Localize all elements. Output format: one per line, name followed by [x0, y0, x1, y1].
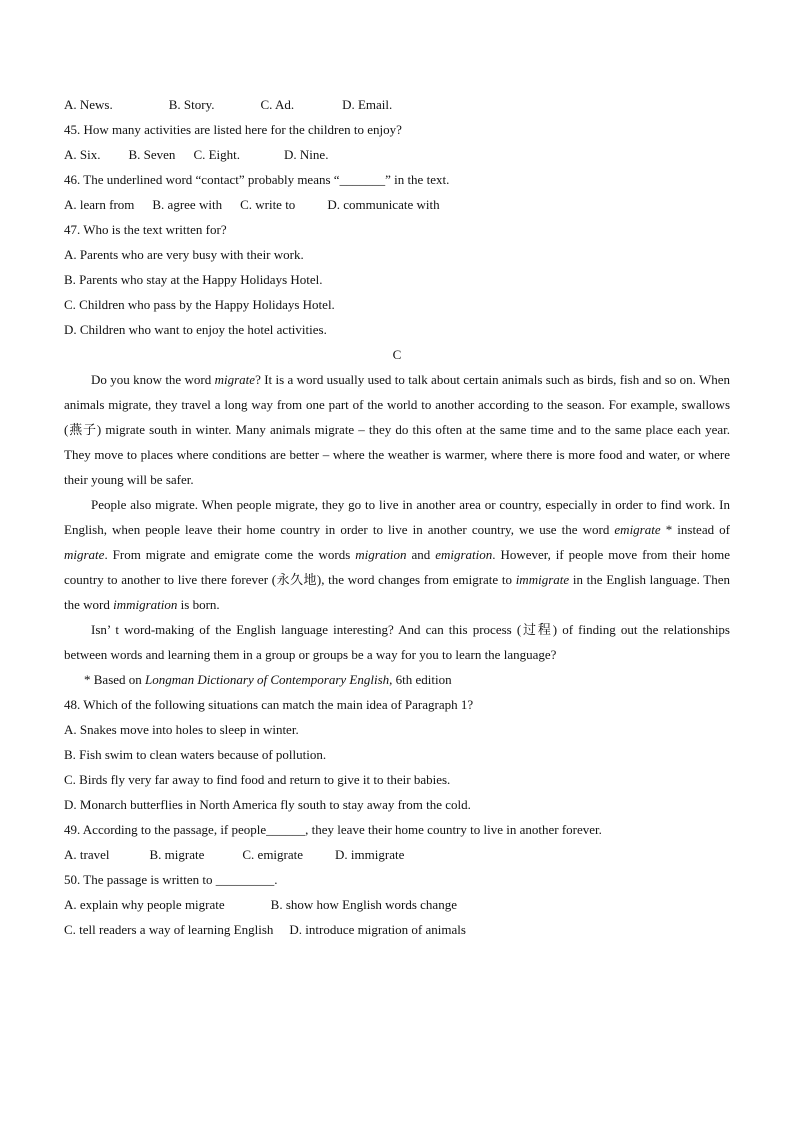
p1-text-a: Do you know the word: [91, 372, 215, 387]
q45-option-d: D. Nine.: [284, 147, 329, 162]
passage-paragraph-1: [64, 367, 730, 492]
section-heading: C: [392, 347, 402, 362]
exam-page: [64, 92, 730, 942]
p2-term-immigrate: immigrate: [515, 572, 570, 587]
p2-text-g: and: [406, 547, 436, 562]
q46-option-b: B. agree with: [152, 197, 223, 212]
q44-option-b: B. Story.: [168, 97, 215, 112]
q48-stem: 48. Which of the following situations can match the main idea of Paragraph 1?: [64, 697, 474, 712]
q44-option-d: D. Email.: [342, 97, 393, 112]
q50-option-d: D. introduce migration of animals: [289, 922, 466, 937]
q45-option-b: B. Seven: [128, 147, 176, 162]
p2-term-emigrate: emigrate: [614, 522, 661, 537]
q44-option-c: C. Ad.: [260, 97, 295, 112]
p1-text-c: ? It is a word usually used to talk about certain animals such as birds, fish and so on. When animals migrate, they travel a long way from one part of the world to another according to the season. For example, swallows (燕子) migrate south in winter. Many animals migrate – they do this often at the same time and to the same place each year. They move to places where conditions are better – where the weather is warmer, where there is more food and water, or where their young will be safer.: [64, 372, 730, 487]
passage-paragraph-2: [64, 492, 730, 617]
q49-option-b: B. migrate: [149, 847, 205, 862]
q47-option-c: C. Children who pass by the Happy Holidays Hotel.: [64, 297, 335, 312]
p2-text-m: is born.: [177, 597, 220, 612]
q49-option-d: D. immigrate: [335, 847, 405, 862]
q48-option-d: D. Monarch butterflies in North America fly south to stay away from the cold.: [64, 797, 471, 812]
q47-option-b: B. Parents who stay at the Happy Holidays Hotel.: [64, 272, 323, 287]
q46-blank: _______: [339, 172, 386, 187]
q50-options-row-1: [64, 892, 730, 917]
q48-option-b: B. Fish swim to clean waters because of pollution.: [64, 747, 327, 762]
q45-option-a: A. Six.: [64, 147, 101, 162]
q46-options: [64, 192, 730, 217]
q44-options: [64, 92, 730, 117]
q46-option-d: D. communicate with: [327, 197, 440, 212]
q50-option-b: B. show how English words change: [270, 897, 457, 912]
note-text-c: , 6th edition: [389, 672, 452, 687]
q47-stem: 47. Who is the text written for?: [64, 222, 227, 237]
p2-term-immigration: immigration: [113, 597, 178, 612]
q47-option-d: D. Children who want to enjoy the hotel activities.: [64, 322, 327, 337]
p2-text-c: * instead of: [660, 522, 731, 537]
source-note: [64, 667, 730, 692]
q50-stem: 50. The passage is written to _________.: [64, 872, 278, 887]
q46-option-c: C. write to: [240, 197, 296, 212]
q48-option-a: A. Snakes move into holes to sleep in winter.: [64, 722, 299, 737]
q45-stem: 45. How many activities are listed here for the children to enjoy?: [64, 122, 402, 137]
p2-text-i: . However, if people move from their home country to another to live there forever (永久地), the word changes from emigrate to: [64, 547, 730, 587]
q45-options: [64, 142, 730, 167]
q44-option-a: A. News.: [64, 97, 113, 112]
q46-stem-b: ” in the text.: [385, 172, 450, 187]
p1-term-migrate: migrate: [214, 372, 256, 387]
q46-stem-a: 46. The underlined word “contact” probably means “: [64, 172, 340, 187]
p2-text-a: People also migrate. When people migrate, they go to live in another area or country, especially in order to find work. In English, when people leave their home country in order to live in another country, we use the word: [64, 497, 730, 537]
q46-stem: [64, 167, 730, 192]
p2-text-e: . From migrate and emigrate come the words: [104, 547, 356, 562]
q50-option-a: A. explain why people migrate: [64, 897, 225, 912]
q46-option-a: A. learn from: [64, 197, 135, 212]
passage-paragraph-3: Isn’ t word-making of the English language interesting? And can this process (过程) of finding out the relationships between words and learning them in a group or groups be a way for you to learn the language?: [64, 622, 730, 662]
q49-option-a: A. travel: [64, 847, 110, 862]
q47-option-a: A. Parents who are very busy with their work.: [64, 247, 304, 262]
q49-stem: 49. According to the passage, if people______, they leave their home country to live in another forever.: [64, 822, 602, 837]
q49-options: [64, 842, 730, 867]
q49-option-c: C. emigrate: [242, 847, 304, 862]
q50-options-row-2: [64, 917, 730, 942]
q48-option-c: C. Birds fly very far away to find food and return to give it to their babies.: [64, 772, 451, 787]
note-text-a: * Based on: [84, 672, 146, 687]
p2-term-migrate: migrate: [64, 547, 105, 562]
note-book-title: Longman Dictionary of Contemporary English: [145, 672, 390, 687]
p2-term-emigration: emigration: [435, 547, 493, 562]
p2-text-k: in the English language. Then the word: [64, 572, 730, 612]
q45-option-c: C. Eight.: [193, 147, 241, 162]
q50-option-c: C. tell readers a way of learning English: [64, 922, 274, 937]
p2-term-migration: migration: [355, 547, 407, 562]
